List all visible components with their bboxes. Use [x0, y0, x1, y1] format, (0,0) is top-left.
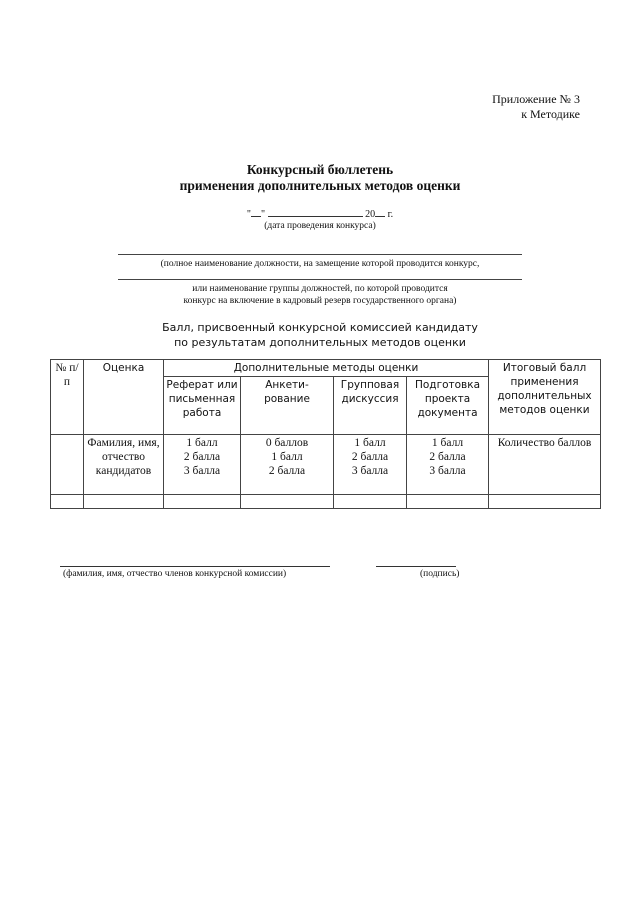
header-evaluation-label: Оценка: [102, 362, 145, 374]
header-evaluation: [84, 360, 164, 435]
members-name-caption: (фамилия, имя, отчество членов конкурсной комиссии): [63, 569, 287, 579]
year-prefix: 20: [365, 209, 376, 220]
month-blank: [268, 208, 363, 217]
subtitle-line-1: Балл, присвоенный конкурсной комиссией кандидату: [162, 321, 478, 334]
table-empty-row: [51, 495, 601, 509]
date-open-quote: ": [246, 209, 251, 220]
header-number: [51, 360, 84, 435]
position-caption-3: конкурс на включение в кадровый резерв государственного органа): [183, 296, 457, 306]
position-caption-2: или наименование группы должностей, по которой проводится: [192, 284, 448, 294]
header-total-label: Итоговый балл применения дополнительных методов оценки: [497, 362, 592, 416]
date-caption: (дата проведения конкурса): [264, 221, 376, 231]
appendix-note: [492, 92, 580, 122]
signature-caption: (подпись): [420, 569, 460, 579]
signature-line: [376, 566, 456, 567]
empty-cell: [489, 495, 601, 509]
title-line-1: Конкурсный бюллетень: [246, 162, 394, 177]
year-suffix: г.: [387, 209, 394, 220]
method-group-discussion: Групповая дискуссия: [334, 377, 407, 435]
title-line-2: применения дополнительных методов оценки: [179, 178, 461, 193]
empty-cell: [84, 495, 164, 509]
members-name-line: [60, 566, 330, 567]
table-subtitle: [0, 320, 640, 350]
position-line-2: [118, 279, 522, 280]
position-line-1: [118, 254, 522, 255]
method-questionnaire: Анкети- рование: [241, 377, 334, 435]
total-score-cell: Количество баллов: [489, 435, 601, 495]
table-header-row: [51, 360, 601, 377]
score-document-draft: 1 балл 2 балла 3 балла: [407, 435, 489, 495]
score-questionnaire: 0 баллов 1 балл 2 балла: [241, 435, 334, 495]
ballot-table: [50, 359, 601, 509]
empty-cell: [164, 495, 241, 509]
empty-cell: [334, 495, 407, 509]
score-essay: 1 балл 2 балла 3 балла: [164, 435, 241, 495]
candidate-name-cell: Фамилия, имя, отчество кандидатов: [84, 435, 164, 495]
score-group-discussion: 1 балл 2 балла 3 балла: [334, 435, 407, 495]
row-number-cell: [51, 435, 84, 495]
empty-cell: [241, 495, 334, 509]
date-field: [0, 208, 640, 221]
document-title: [0, 162, 640, 194]
empty-cell: [51, 495, 84, 509]
position-caption-1: (полное наименование должности, на замещение которой проводится конкурс,: [160, 259, 480, 269]
subtitle-line-2: по результатам дополнительных методов оценки: [174, 336, 466, 349]
header-total: [489, 360, 601, 435]
header-methods-group: [164, 360, 489, 377]
header-methods-group-label: Дополнительные методы оценки: [233, 362, 419, 374]
appendix-number: Приложение № 3: [492, 92, 580, 106]
method-essay: Реферат или письменная работа: [164, 377, 241, 435]
year-blank: [375, 208, 385, 217]
day-blank: [251, 208, 261, 217]
empty-cell: [407, 495, 489, 509]
table-scores-row: [51, 435, 601, 495]
method-document-draft: Подготовка проекта документа: [407, 377, 489, 435]
date-close-quote: ": [261, 209, 266, 220]
header-number-label: № п/п: [55, 362, 79, 388]
appendix-reference: к Методике: [521, 107, 580, 121]
